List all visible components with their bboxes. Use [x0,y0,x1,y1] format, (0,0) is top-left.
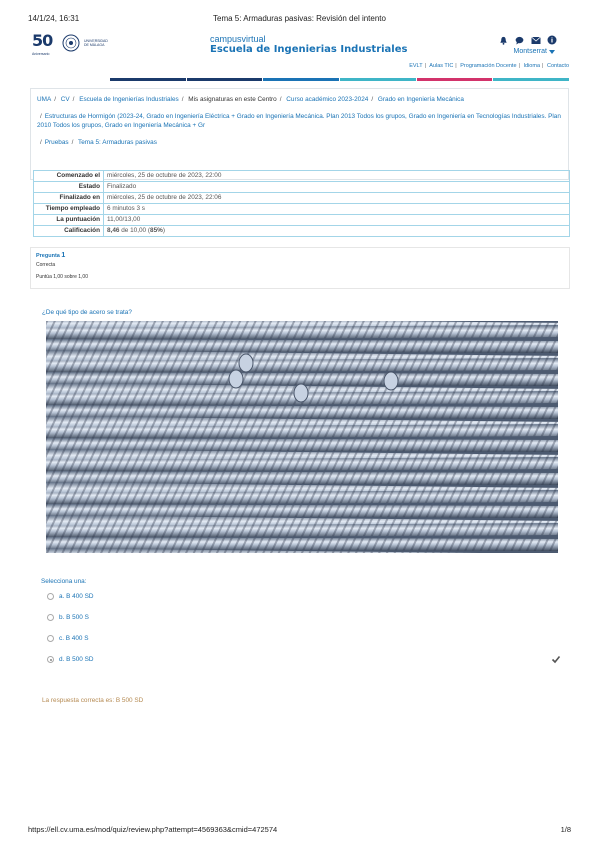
anniversary-logo[interactable] [32,31,56,56]
logo-sub: Aniversario [32,52,50,56]
color-bar-segment [340,78,416,81]
rebar-bar [46,438,558,452]
summary-label: Comenzado el [34,171,104,182]
answer-label: b. B 500 S [59,614,89,621]
link-programacion[interactable]: Programación Docente [460,63,517,69]
summary-label: Finalizado en [34,193,104,204]
rebar-cut-end [294,384,308,402]
color-bar-segment [417,78,493,81]
grade-value: 8,46 [107,227,120,234]
logo-number: 50 [32,31,53,50]
summary-row [34,204,570,215]
question-points: Puntúa 1,00 sobre 1,00 [36,274,88,280]
print-page: 1/8 [560,825,571,834]
chat-icon[interactable] [515,36,524,45]
summary-label: La puntuación [34,215,104,226]
summary-row [34,215,570,226]
svg-text:i: i [550,36,554,45]
rebar-cut-end [384,372,398,390]
summary-row [34,171,570,182]
campus-brand[interactable] [210,34,407,56]
crumb-grado[interactable]: Grado en Ingeniería Mecánica [377,96,464,103]
link-idioma[interactable]: Idioma [523,63,541,69]
rebar-bar [46,504,558,518]
answer-label: a. B 400 SD [59,593,94,600]
summary-value: miércoles, 25 de octubre de 2023, 22:06 [104,193,570,204]
question-state: Correcta [36,262,56,268]
print-url: https://ell.cv.uma.es/mod/quiz/review.php?attempt=4569363&cmid=472574 [28,825,278,834]
summary-row [34,193,570,204]
bell-icon[interactable] [499,36,508,45]
crumb-uma[interactable]: UMA [37,96,52,103]
rebar-photo [46,321,558,553]
rebar-bar [46,537,558,551]
answer-option[interactable] [41,653,561,674]
radio-button[interactable] [47,593,54,600]
rebar-cut-end [229,370,243,388]
summary-value: miércoles, 25 de octubre de 2023, 22:00 [104,171,570,182]
print-header [28,14,571,26]
select-prompt: Selecciona una: [41,578,87,585]
rebar-bar [46,471,558,485]
link-aulas-tic[interactable]: Aulas TIC [429,63,454,69]
mail-icon[interactable] [531,36,541,45]
top-links: EVLT | Aulas TIC | Programación Docente | Idioma | Contacto [409,63,569,69]
breadcrumb [30,88,569,180]
crumb-pruebas[interactable]: Pruebas [44,139,69,146]
crumb-escuela[interactable]: Escuela de Ingenierías Industriales [79,96,179,103]
answer-block [41,578,561,674]
grade-percent: 85% [150,227,163,234]
color-bar [110,78,569,81]
summary-row [34,182,570,193]
summary-label: Tiempo empleado [34,204,104,215]
print-title: Tema 5: Armaduras pasivas: Revisión del intento [213,14,386,23]
color-bar-segment [110,78,186,81]
correct-answer-feedback: La respuesta correcta es: B 500 SD [42,697,144,704]
rebar-image [46,321,558,553]
link-evlt[interactable]: EVLT [409,63,423,69]
answer-label: d. B 500 SD [59,656,94,663]
answer-option[interactable] [41,632,561,653]
checkmark-icon [551,654,561,664]
print-datetime: 14/1/24, 16:31 [28,14,80,23]
question-info [30,247,570,289]
breadcrumb-line-1: UMA / CV / Escuela de Ingenierías Industriales / Mis asignaturas en este Centro / Curso académico 2023-2024 / Grado en Ingeniería Mecánica [37,96,464,103]
crumb-mis-asignaturas: Mis asignaturas en este Centro [188,96,277,103]
user-menu[interactable]: Montserrat [513,48,547,55]
answer-option[interactable] [41,611,561,632]
radio-button-selected[interactable] [47,656,54,663]
user-icons [493,34,565,46]
university-name: UNIVERSIDAD DE MÁLAGA [84,39,108,47]
brand-line2: Escuela de Ingenierias Industriales [210,44,408,55]
summary-label: Calificación [34,226,104,237]
summary-value: Finalizado [104,182,570,193]
summary-value: 6 minutos 3 s [104,204,570,215]
breadcrumb-line-2: / Estructuras de Hormigón (2023-24, Grado en Ingeniería Eléctrica + Grado en Ingeniería Mecánica. Plan 2013 Todos los grupos, Grado en Ingeniería en Tecnologías Industriales. Plan 2010 Todos los grupos, Grado en Ingeniería Mecánica + Gr [37,113,561,129]
summary-row [34,226,570,237]
university-seal-icon [62,34,80,52]
crumb-course[interactable]: Estructuras de Hormigón (2023-24, Grado en Ingeniería Eléctrica + Grado en Ingeniería Mecánica. Plan 2013 Todos los grupos, Grado en Ingeniería en Tecnologías Industriales. Plan 2010 Todos los grupos, Grado en Ingeniería Mecánica + Gr [37,113,561,129]
help-icon[interactable] [547,35,557,45]
attempt-summary [33,170,570,237]
crumb-cv[interactable]: CV [60,96,70,103]
question-text: ¿De qué tipo de acero se trata? [42,309,132,316]
color-bar-segment [187,78,263,81]
crumb-tema[interactable]: Tema 5: Armaduras pasivas [78,139,157,146]
link-contacto[interactable]: Contacto [546,63,569,69]
radio-button[interactable] [47,614,54,621]
color-bar-segment [493,78,569,81]
rebar-bar [46,339,558,353]
breadcrumb-line-3: / Pruebas / Tema 5: Armaduras pasivas [40,139,157,146]
summary-label: Estado [34,182,104,193]
brand-line1: campusvirtual [210,34,266,44]
rebar-bar [46,405,558,419]
rebar-cut-end [239,354,253,372]
summary-value: 11,00/13,00 [104,215,570,226]
radio-button[interactable] [47,635,54,642]
chevron-down-icon[interactable] [549,50,555,54]
question-number: Pregunta 1 [36,252,66,259]
crumb-curso[interactable]: Curso académico 2023-2024 [286,96,369,103]
summary-grade: 8,46 de 10,00 (85%) [104,226,570,237]
answer-label: c. B 400 S [59,635,89,642]
color-bar-segment [263,78,339,81]
answer-option[interactable] [41,590,561,611]
